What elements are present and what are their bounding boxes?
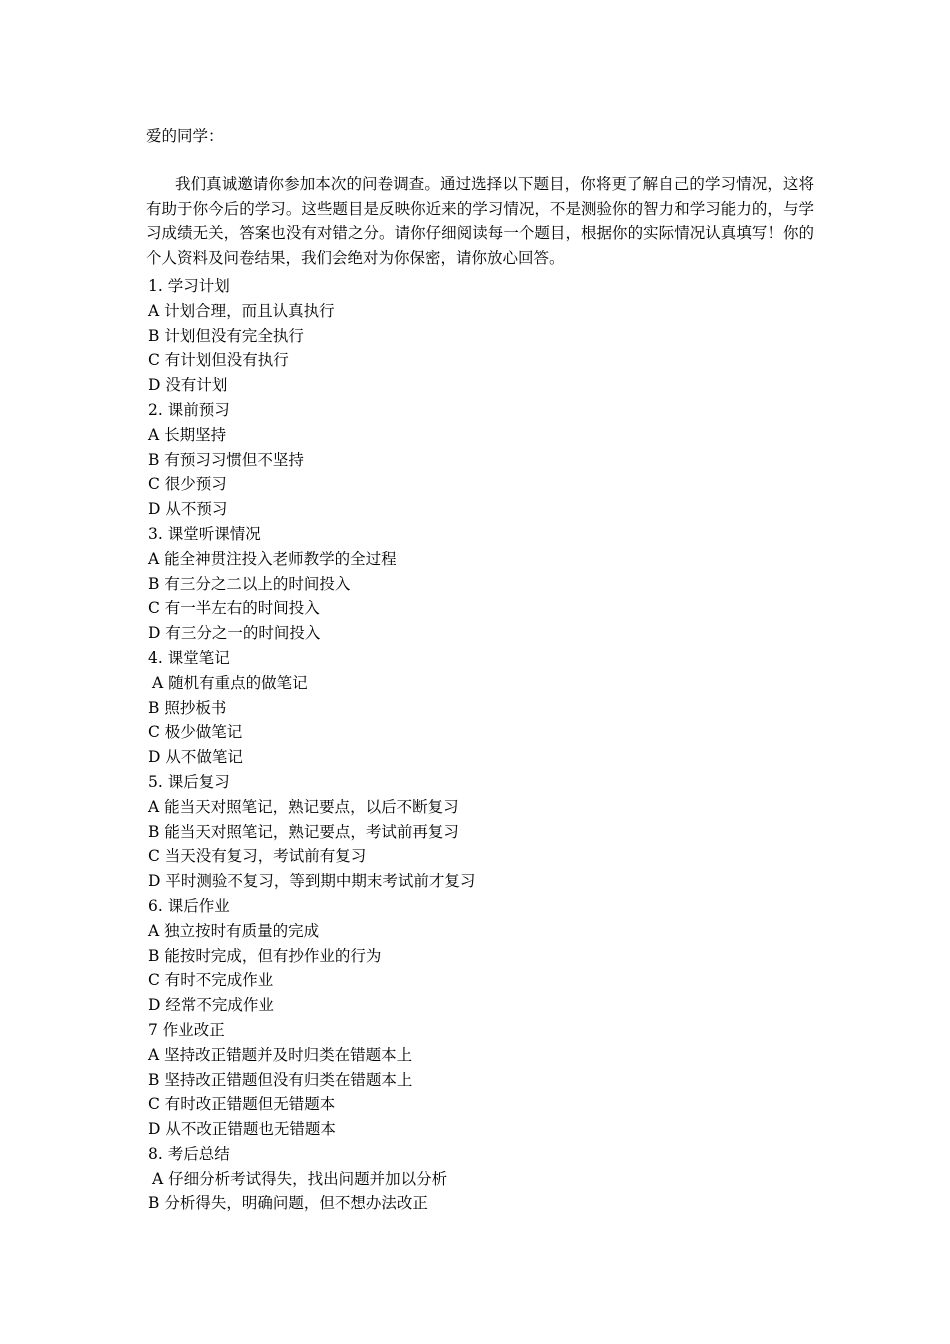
question-title: 8. 考后总结 (148, 1144, 230, 1163)
answer-option: C 很少预习 (148, 475, 227, 494)
question-title: 6. 课后作业 (148, 896, 230, 915)
question-title: 1. 学习计划 (148, 277, 230, 295)
answer-option: D 从不做笔记 (148, 748, 243, 767)
question-title: 5. 课后复习 (148, 772, 230, 791)
intro-paragraph: 我们真诚邀请你参加本次的问卷调查。通过选择以下题目，你将更了解自己的学习情况，这将有助于你今后的学习。这些题目是反映你近来的学习情况，不是测验你的智力和学习能力的，与学习成绩无关，答案也没有对错之分。请你仔细阅读每一个题目，根据你的实际情况认真填写！你的个人资料及问卷结果，我们会绝对为你保密，请你放心回答。 (146, 175, 814, 268)
answer-option: A 随机有重点的做笔记 (152, 673, 308, 692)
answer-option: D 没有计划 (148, 376, 228, 395)
question-title: 2. 课前预习 (148, 400, 230, 419)
greeting: 爱的同学： (146, 127, 224, 145)
answer-option: B 能按时完成，但有抄作业的行为 (148, 946, 382, 965)
answer-option: B 有预习习惯但不坚持 (148, 450, 304, 469)
answer-option: B 分析得失，明确问题，但不想办法改正 (148, 1194, 428, 1213)
answer-option: A 能全神贯注投入老师教学的全过程 (148, 549, 397, 568)
answer-option: C 有时不完成作业 (148, 971, 274, 990)
answer-option: B 能当天对照笔记，熟记要点，考试前再复习 (148, 822, 459, 841)
answer-option: A 能当天对照笔记，熟记要点，以后不断复习 (148, 797, 459, 816)
answer-option: B 坚持改正错题但没有归类在错题本上 (148, 1070, 413, 1089)
question-list (146, 274, 806, 1216)
question-title: 4. 课堂笔记 (148, 648, 230, 667)
question-title: 3. 课堂听课情况 (148, 524, 261, 543)
answer-option: A 坚持改正错题并及时归类在错题本上 (148, 1045, 413, 1064)
question-title: 7 作业改正 (148, 1020, 225, 1039)
answer-option: B 照抄板书 (148, 698, 227, 717)
answer-option: B 有三分之二以上的时间投入 (148, 574, 351, 593)
answer-option: A 长期坚持 (148, 425, 227, 444)
answer-option: D 有三分之一的时间投入 (148, 624, 321, 643)
answer-option: C 当天没有复习，考试前有复习 (148, 847, 367, 866)
answer-option: C 有一半左右的时间投入 (148, 599, 320, 618)
answer-option: A 独立按时有质量的完成 (148, 921, 320, 940)
answer-option: B 计划但没有完全执行 (148, 326, 304, 345)
answer-option: D 经常不完成作业 (148, 996, 274, 1015)
answer-option: D 从不预习 (148, 500, 228, 519)
answer-option: A 计划合理，而且认真执行 (148, 301, 335, 320)
answer-option: D 从不改正错题也无错题本 (148, 1120, 336, 1139)
answer-option: C 极少做笔记 (148, 723, 243, 742)
answer-option: D 平时测验不复习，等到期中期末考试前才复习 (148, 872, 476, 891)
answer-option: C 有时改正错题但无错题本 (148, 1095, 336, 1114)
answer-option: A 仔细分析考试得失，找出问题并加以分析 (152, 1169, 448, 1188)
answer-option: C 有计划但没有执行 (148, 351, 289, 370)
